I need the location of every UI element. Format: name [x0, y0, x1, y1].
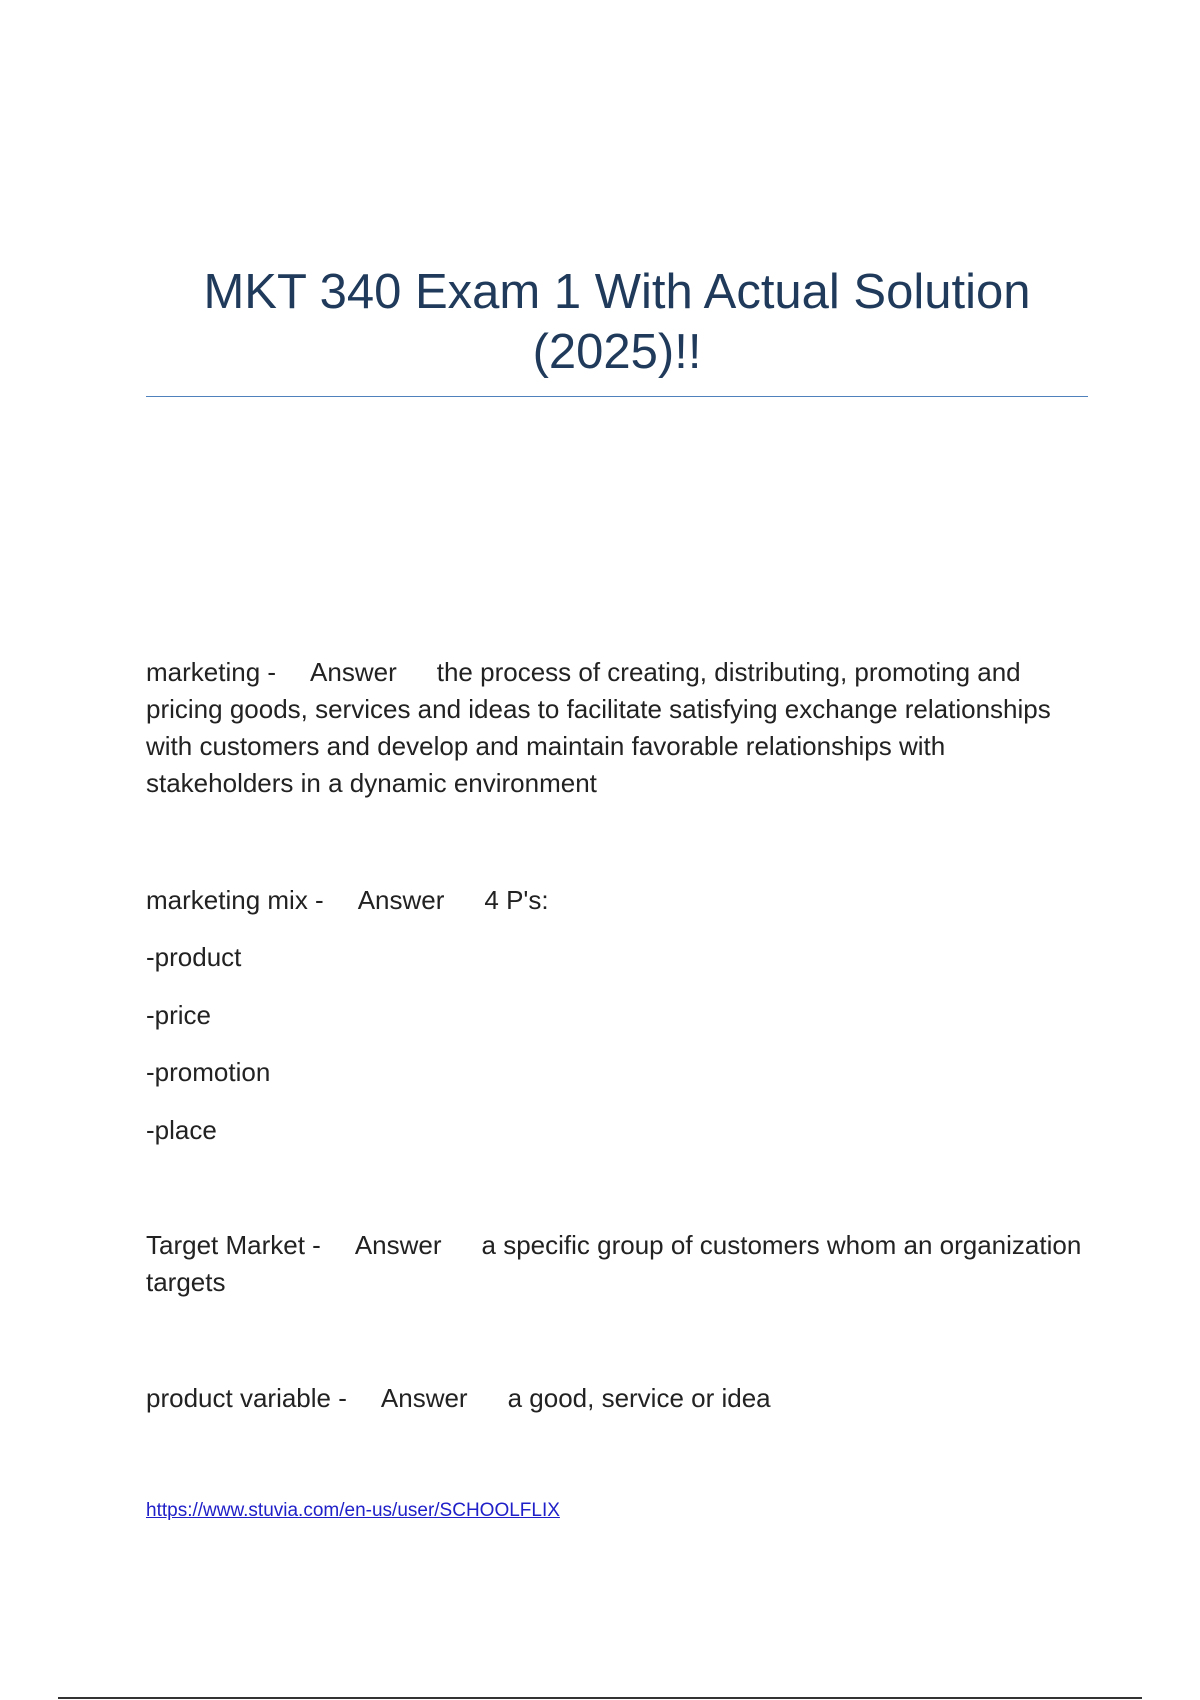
- qa-answer-label: Answer: [357, 885, 445, 915]
- qa-term: marketing -: [146, 657, 277, 687]
- qa-answer-label: Answer: [354, 1230, 442, 1260]
- bottom-divider: [58, 1697, 1142, 1699]
- document-title: MKT 340 Exam 1 With Actual Solution (2025)!!: [203, 265, 1031, 379]
- qa-definition: a good, service or idea: [507, 1383, 771, 1413]
- qa-definition: a specific group of customers whom an organization targets: [146, 1230, 1082, 1297]
- list-item: -price: [146, 1000, 212, 1030]
- qa-definition: the process of creating, distributing, promoting and pricing goods, services and ideas to facilitate satisfying exchange relationships with customers and develop and maintain favorable relationships with stakeholders in a dynamic environment: [146, 657, 1051, 798]
- qa-answer-label: Answer: [380, 1383, 468, 1413]
- list-item: -product: [146, 942, 242, 972]
- qa-definition: 4 P's:: [484, 885, 549, 915]
- qa-term: product variable -: [146, 1383, 347, 1413]
- qa-entry-marketing-mix: [146, 882, 1096, 919]
- qa-term: marketing mix -: [146, 885, 324, 915]
- qa-answer-label: Answer: [310, 657, 397, 687]
- list-item: -place: [146, 1115, 217, 1145]
- title-divider: [146, 396, 1088, 397]
- qa-entry-marketing: [146, 654, 1096, 802]
- title-block: [146, 262, 1088, 382]
- list-item: -promotion: [146, 1057, 271, 1087]
- qa-term: Target Market -: [146, 1230, 321, 1260]
- qa-entry-product-variable: [146, 1380, 1096, 1417]
- qa-entry-target-market: [146, 1227, 1096, 1301]
- footer-link[interactable]: https://www.stuvia.com/en-us/user/SCHOOLFLIX: [146, 1500, 560, 1521]
